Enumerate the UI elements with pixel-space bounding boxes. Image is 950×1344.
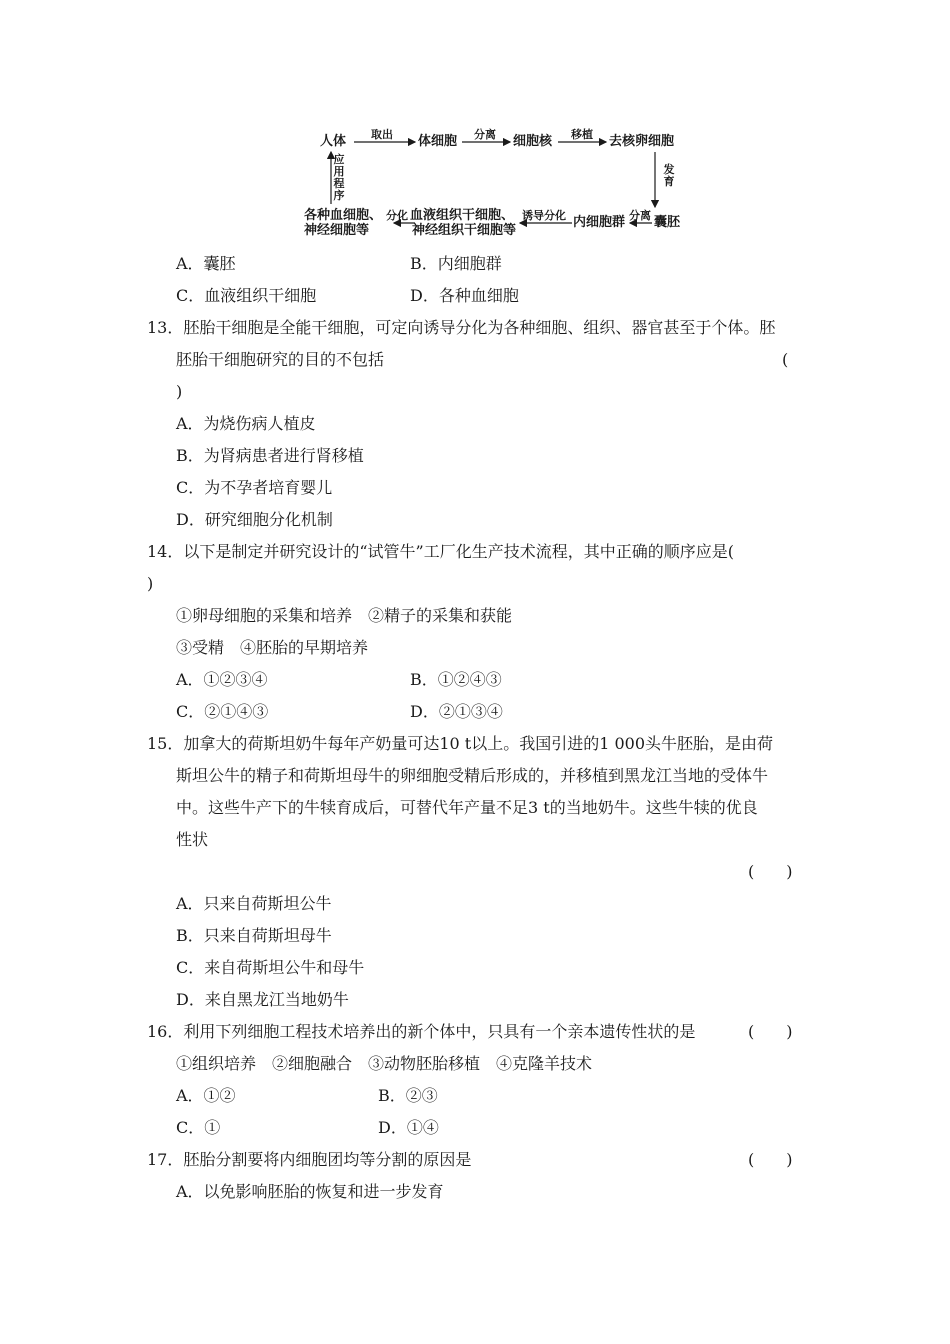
node-stem-cells-1: 血液组织干细胞、 [410, 208, 515, 223]
q15-option-c: C．来自荷斯坦公牛和母牛 [176, 958, 365, 977]
q14-option-a: A．①②③④ [176, 670, 268, 689]
q17-option-a: A．以免影响胚胎的恢复和进一步发育 [176, 1182, 444, 1201]
label-transplant: 移植 [571, 128, 593, 141]
q16-option-a: A．①② [176, 1086, 236, 1105]
node-blastocyst: 囊胚 [654, 215, 681, 230]
q14-stem-line-2: ) [147, 574, 154, 593]
q15-option-a: A．只来自荷斯坦公牛 [176, 894, 332, 913]
flow-diagram [300, 120, 690, 245]
q12-option-d: D．各种血细胞 [410, 286, 519, 305]
node-human: 人体 [320, 134, 347, 149]
q14-option-c: C．②①④③ [176, 702, 269, 721]
node-blood-cells-2: 神经细胞等 [304, 223, 370, 238]
q14-items-line-1: ①卵母细胞的采集和培养 ②精子的采集和获能 [176, 606, 513, 625]
q13-answer-paren-close: ) [176, 382, 183, 401]
q15-answer-paren: ( ) [748, 862, 793, 881]
q14-option-d: D．②①③④ [410, 702, 503, 721]
node-inner-cell-mass: 内细胞群 [573, 215, 626, 230]
node-stem-cells-2: 神经组织干细胞等 [412, 223, 517, 238]
label-develop: 发育 [663, 163, 675, 188]
q12-option-a: A．囊胚 [176, 254, 236, 273]
q13-option-b: B．为肾病患者进行肾移植 [176, 446, 364, 465]
q15-stem-line-2: 斯坦公牛的精子和荷斯坦母牛的卵细胞受精后形成的，并移植到黑龙江当地的受体牛 [176, 766, 769, 785]
q16-option-d: D．①④ [378, 1118, 439, 1137]
q13-option-a: A．为烧伤病人植皮 [176, 414, 316, 433]
q16-items-line: ①组织培养 ②细胞融合 ③动物胚胎移植 ④克隆羊技术 [176, 1054, 593, 1073]
q14-items-line-2: ③受精 ④胚胎的早期培养 [176, 638, 369, 657]
q14-option-b: B．①②④③ [410, 670, 502, 689]
q15-option-b: B．只来自荷斯坦母牛 [176, 926, 332, 945]
node-enucleated-egg: 去核卵细胞 [609, 134, 675, 149]
q13-option-c: C．为不孕者培育婴儿 [176, 478, 333, 497]
q16-option-b: B．②③ [378, 1086, 438, 1105]
q16-option-c: C．① [176, 1118, 221, 1137]
label-application: 应用程序 [333, 153, 345, 202]
q15-stem-line-3: 中。这些牛产下的牛犊育成后，可替代年产量不足3 t的当地奶牛。这些牛犊的优良 [176, 798, 758, 817]
node-nucleus: 细胞核 [513, 134, 553, 149]
q12-option-c: C．血液组织干细胞 [176, 286, 317, 305]
label-separate-1: 分离 [474, 128, 496, 141]
label-take-out: 取出 [371, 128, 393, 141]
q16-stem-line-1: 16．利用下列细胞工程技术培养出的新个体中，只具有一个亲本遗传性状的是 [147, 1022, 696, 1041]
label-induce-differentiation: 诱导分化 [522, 209, 566, 222]
q13-stem-line-1: 13．胚胎干细胞是全能干细胞，可定向诱导分化为各种细胞、组织、器官甚至于个体。胚 [147, 318, 776, 337]
node-somatic-cell: 体细胞 [418, 134, 458, 149]
q13-answer-paren-open: ( [782, 350, 789, 369]
q17-stem-line-1: 17．胚胎分割要将内细胞团均等分割的原因是 [147, 1150, 472, 1169]
q16-answer-paren: ( ) [748, 1022, 793, 1041]
q13-option-d: D．研究细胞分化机制 [176, 510, 333, 529]
label-differentiate: 分化 [386, 209, 408, 222]
node-blood-cells-1: 各种血细胞、 [304, 208, 383, 223]
q12-option-b: B．内细胞群 [410, 254, 502, 273]
q15-stem-line-4: 性状 [176, 830, 209, 849]
q13-stem-line-2: 胚胎干细胞研究的目的不包括 [176, 350, 385, 369]
q15-stem-line-1: 15．加拿大的荷斯坦奶牛每年产奶量可达10 t以上。我国引进的1 000头牛胚胎，是由荷 [147, 734, 774, 753]
label-separate-2: 分离 [629, 209, 651, 222]
q14-stem-line-1: 14．以下是制定并研究设计的“试管牛”工厂化生产技术流程，其中正确的顺序应是( [147, 542, 734, 561]
q15-option-d: D．来自黑龙江当地奶牛 [176, 990, 349, 1009]
q17-answer-paren: ( ) [748, 1150, 793, 1169]
